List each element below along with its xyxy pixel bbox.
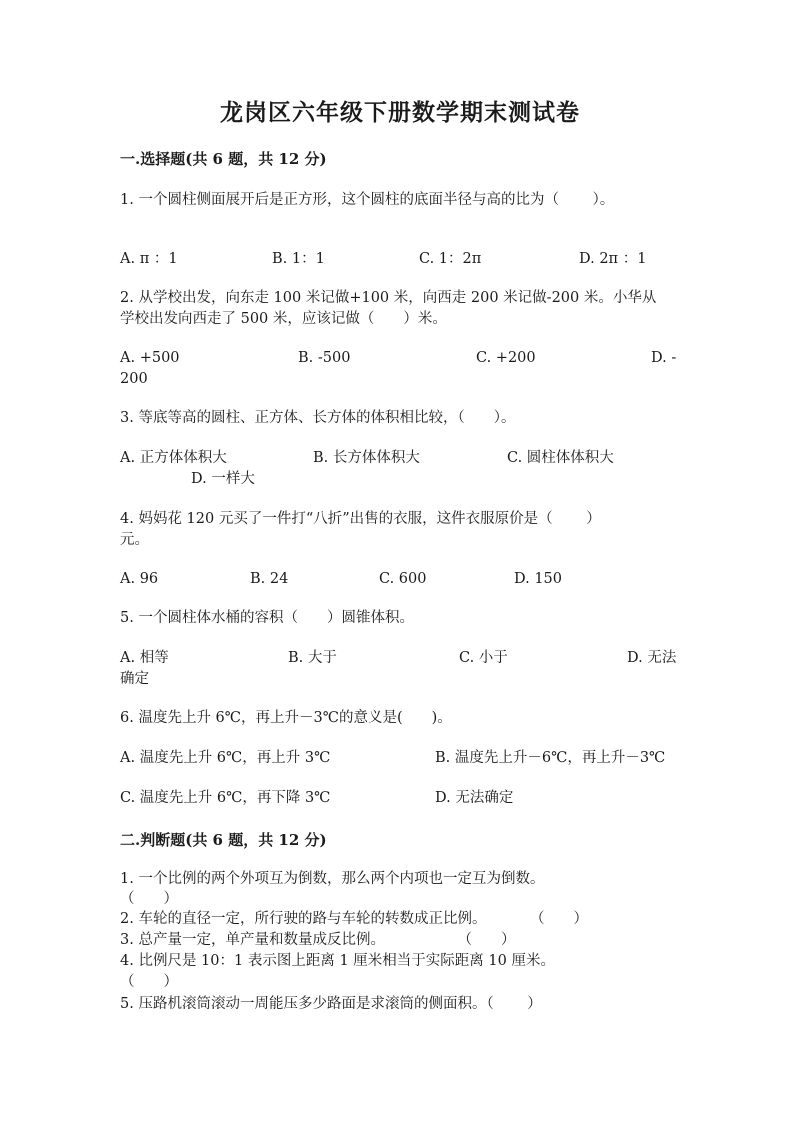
q1-option-b: B. 1：1	[272, 251, 325, 267]
question-6-text: 6. 温度先上升 6℃，再上升－3℃的意义是( )。	[120, 710, 452, 726]
judgment-4-answer-blank: （ ）	[120, 974, 178, 990]
q3-option-a: A. 正方体体积大	[120, 450, 227, 466]
q4-option-d: D. 150	[514, 571, 563, 587]
q6-option-c: C. 温度先上升 6℃，再下降 3℃	[120, 790, 331, 806]
q3-option-d: D. 一样大	[191, 471, 255, 487]
judgment-3-text: 3. 总产量一定，单产量和数量成反比例。 （ ）	[120, 932, 516, 948]
page-title: 龙岗区六年级下册数学期末测试卷	[220, 99, 580, 126]
q2-option-d-continued: 200	[120, 371, 148, 387]
q5-option-a: A. 相等	[120, 650, 169, 666]
q2-option-a: A. +500	[120, 350, 180, 366]
q3-option-c: C. 圆柱体体积大	[507, 450, 614, 466]
q4-option-a: A. 96	[120, 571, 159, 587]
q5-option-d-continued: 确定	[120, 671, 149, 687]
question-2-text-line-1: 2. 从学校出发，向东走 100 米记做+100 米，向西走 200 米记做-200 米。小华从	[120, 290, 657, 306]
section-heading-judgment: 二.判断题(共 6 题，共 12 分)	[120, 831, 327, 849]
question-4-text-line-2: 元。	[120, 532, 149, 548]
q3-option-b: B. 长方体体积大	[313, 450, 420, 466]
q5-option-b: B. 大于	[288, 650, 337, 666]
question-2-text-line-2: 学校出发向西走了 500 米，应该记做（ ）米。	[120, 311, 447, 327]
q6-option-d: D. 无法确定	[435, 790, 514, 806]
q6-option-a: A. 温度先上升 6℃，再上升 3℃	[120, 750, 331, 766]
q1-option-c: C. 1：2π	[419, 251, 482, 267]
judgment-5-text: 5. 压路机滚筒滚动一周能压多少路面是求滚筒的侧面积。（ ）	[120, 996, 542, 1012]
question-3-text: 3. 等底等高的圆柱、正方体、长方体的体积相比较，（ ）。	[120, 410, 516, 426]
question-5-text: 5. 一个圆柱体水桶的容积（ ）圆锥体积。	[120, 610, 414, 626]
q2-option-d: D. -	[651, 350, 677, 366]
q6-option-b: B. 温度先上升－6℃，再上升－3℃	[435, 750, 666, 766]
judgment-2-text: 2. 车轮的直径一定，所行驶的路与车轮的转数成正比例。 （ ）	[120, 911, 588, 927]
q5-option-d: D. 无法	[627, 650, 677, 666]
section-heading-choice: 一.选择题(共 6 题，共 12 分)	[120, 150, 327, 168]
question-4-text-line-1: 4. 妈妈花 120 元买了一件打“八折”出售的衣服，这件衣服原价是（ ）	[120, 511, 601, 527]
q2-option-b: B. -500	[298, 350, 351, 366]
q4-option-c: C. 600	[379, 571, 427, 587]
judgment-1-answer-blank: （ ）	[120, 891, 178, 907]
judgment-1-text: 1. 一个比例的两个外项互为倒数，那么两个内项也一定互为倒数。	[120, 871, 545, 887]
q1-option-d: D. 2π ：1	[579, 251, 647, 267]
q5-option-c: C. 小于	[459, 650, 508, 666]
question-1-text: 1. 一个圆柱侧面展开后是正方形，这个圆柱的底面半径与高的比为（ ）。	[120, 192, 615, 208]
q1-option-a: A. π ：1	[120, 251, 178, 267]
judgment-4-text: 4. 比例尺是 10：1 表示图上距离 1 厘米相当于实际距离 10 厘米。	[120, 953, 555, 969]
q4-option-b: B. 24	[250, 571, 289, 587]
q2-option-c: C. +200	[476, 350, 536, 366]
